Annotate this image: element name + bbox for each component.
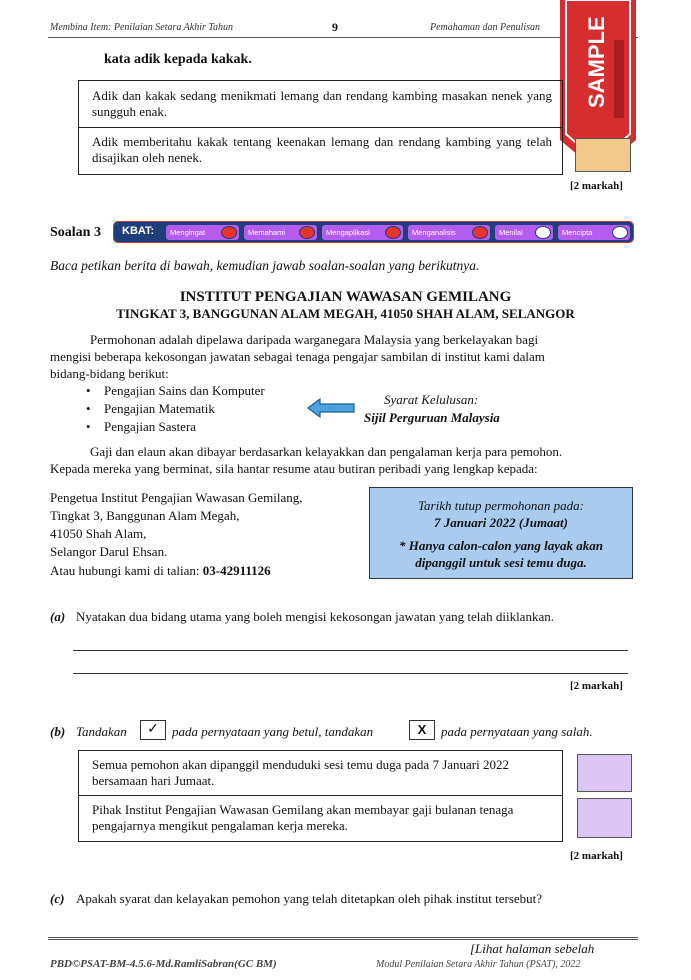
- field-1: Pengajian Sains dan Komputer: [104, 383, 265, 398]
- field-3: Pengajian Sastera: [104, 419, 197, 434]
- arrow-left-icon: [306, 398, 356, 423]
- page-number: 9: [332, 20, 338, 34]
- cross-sample-box: X: [409, 720, 435, 740]
- soalan-label: Soalan 3: [50, 225, 101, 240]
- qa-answer-line-2[interactable]: [73, 673, 628, 674]
- instruction: Baca petikan berita di bawah, kemudian jawab soalan-soalan yang berikutnya.: [50, 258, 480, 273]
- qb-row-2: Pihak Institut Pengajian Wawasan Gemilang akan membayar gaji bulanan tenaga pengajarnya mengikut pengalaman kerja mereka.: [92, 802, 514, 833]
- para1-line2: mengisi beberapa kekosongan jawatan sebagai tenaga pengajar sambilan di institut kami dalam: [50, 349, 545, 364]
- qb-row-1: Semua pemohon akan dipanggil menduduki sesi temu duga pada 7 Januari 2022 bersamaan hari Jumaat.: [92, 757, 509, 788]
- syarat-label: Syarat Kelulusan:: [384, 392, 479, 407]
- qa-answer-line-1[interactable]: [73, 650, 628, 651]
- qb-text-3: pada pernyataan yang salah.: [441, 724, 593, 739]
- address-line-4: Selangor Darul Ehsan.: [50, 544, 168, 559]
- footer-left: PBD©PSAT-BM-4.5.6-Md.RamliSabran(GC BM): [50, 958, 277, 970]
- bullet-1: •: [86, 383, 91, 398]
- footer-rule: [48, 937, 638, 940]
- kbat-label: KBAT:: [122, 225, 155, 237]
- address-line-3: 41050 Shah Alam,: [50, 526, 147, 541]
- notice-subtitle: TINGKAT 3, BANGGUNAN ALAM MEGAH, 41050 SHAH ALAM, SELANGOR: [116, 306, 575, 321]
- qc-label: (c): [50, 891, 65, 906]
- deadline-label: Tarikh tutup permohonan pada:: [418, 498, 584, 513]
- notice-title: INSTITUT PENGAJIAN WAWASAN GEMILANG: [179, 289, 512, 305]
- prev-row-2: Adik memberitahu kakak tentang keenakan lemang dan rendang kambing yang telah disajikan oleh nenek.: [92, 134, 552, 165]
- kbat-mencipta: Mencipta: [558, 225, 630, 240]
- footer-turn: [Lihat halaman sebelah: [470, 941, 595, 956]
- qb-text-1: Tandakan: [76, 724, 127, 739]
- deadline-box: [369, 487, 633, 579]
- deadline-date: 7 Januari 2022 (Jumaat): [434, 515, 568, 530]
- header-left: Membina Item: Penilaian Setara Akhir Tahun: [50, 22, 234, 33]
- bullet-3: •: [86, 419, 91, 434]
- kbat-bar: [113, 221, 634, 243]
- prev-row-1: Adik dan kakak sedang menikmati lemang dan rendang kambing masakan nenek yang sungguh enak.: [92, 88, 552, 119]
- phone-number: 03-42911126: [202, 563, 271, 578]
- qb-answer-box-2[interactable]: [577, 798, 632, 838]
- qb-marks: [2 markah]: [570, 850, 623, 862]
- qa-label: (a): [50, 609, 66, 624]
- para2-line2: Kepada mereka yang berminat, sila hantar resume atau butiran peribadi yang lengkap kepada:: [50, 461, 538, 476]
- sample-label: SAMPLE: [584, 16, 609, 108]
- prev-tick-box[interactable]: [575, 138, 631, 172]
- phone-line: [50, 563, 271, 579]
- qa-text: Nyatakan dua bidang utama yang boleh mengisi kekosongan jawatan yang telah diiklankan.: [76, 609, 554, 624]
- phone-label: Atau hubungi kami di talian:: [50, 563, 200, 578]
- qc-text: Apakah syarat dan kelayakan pemohon yang telah ditetapkan oleh pihak institut tersebut?: [76, 891, 543, 906]
- qa-marks: [2 markah]: [570, 680, 623, 692]
- address-line-2: Tingkat 3, Banggunan Alam Megah,: [50, 508, 240, 523]
- qb-text-2: pada pernyataan yang betul, tandakan: [172, 724, 374, 739]
- kbat-mengingat: Mengingat: [166, 225, 239, 240]
- para1-line1: Permohonan adalah dipelawa daripada warganegara Malaysia yang berkelayakan bagi: [90, 332, 539, 347]
- footer-right: Modul Penilaian Setara Akhir Tahun (PSAT), 2022: [376, 959, 581, 970]
- deadline-note-2: dipanggil untuk sesi temu duga.: [415, 555, 587, 570]
- bullet-2: •: [86, 401, 91, 416]
- qb-answer-box-1[interactable]: [577, 754, 632, 792]
- header-right: Pemahaman dan Penulisan: [430, 22, 540, 33]
- para1-line3: bidang-bidang berikut:: [50, 366, 169, 381]
- kbat-menganalisis: Menganalisis: [408, 225, 490, 240]
- kbat-memahami: Memahami: [244, 225, 317, 240]
- header-rule: [48, 37, 638, 38]
- field-2: Pengajian Matematik: [104, 401, 215, 416]
- kbat-menilai: Menilai: [495, 225, 553, 240]
- prev-marks: [2 markah]: [570, 180, 623, 192]
- deadline-note-1: * Hanya calon-calon yang layak akan: [398, 538, 604, 553]
- syarat-value: Sijil Perguruan Malaysia: [364, 410, 500, 425]
- kbat-mengaplikasi: Mengaplikasi: [322, 225, 403, 240]
- qb-label: (b): [50, 724, 66, 739]
- prev-question-tail: kata adik kepada kakak.: [104, 52, 252, 67]
- para2-line1: Gaji dan elaun akan dibayar berdasarkan kelayakkan dan pengalaman kerja para pemohon.: [90, 444, 563, 459]
- tick-sample-box: ✓: [140, 720, 166, 740]
- address-line-1: Pengetua Institut Pengajian Wawasan Gemilang,: [50, 490, 303, 505]
